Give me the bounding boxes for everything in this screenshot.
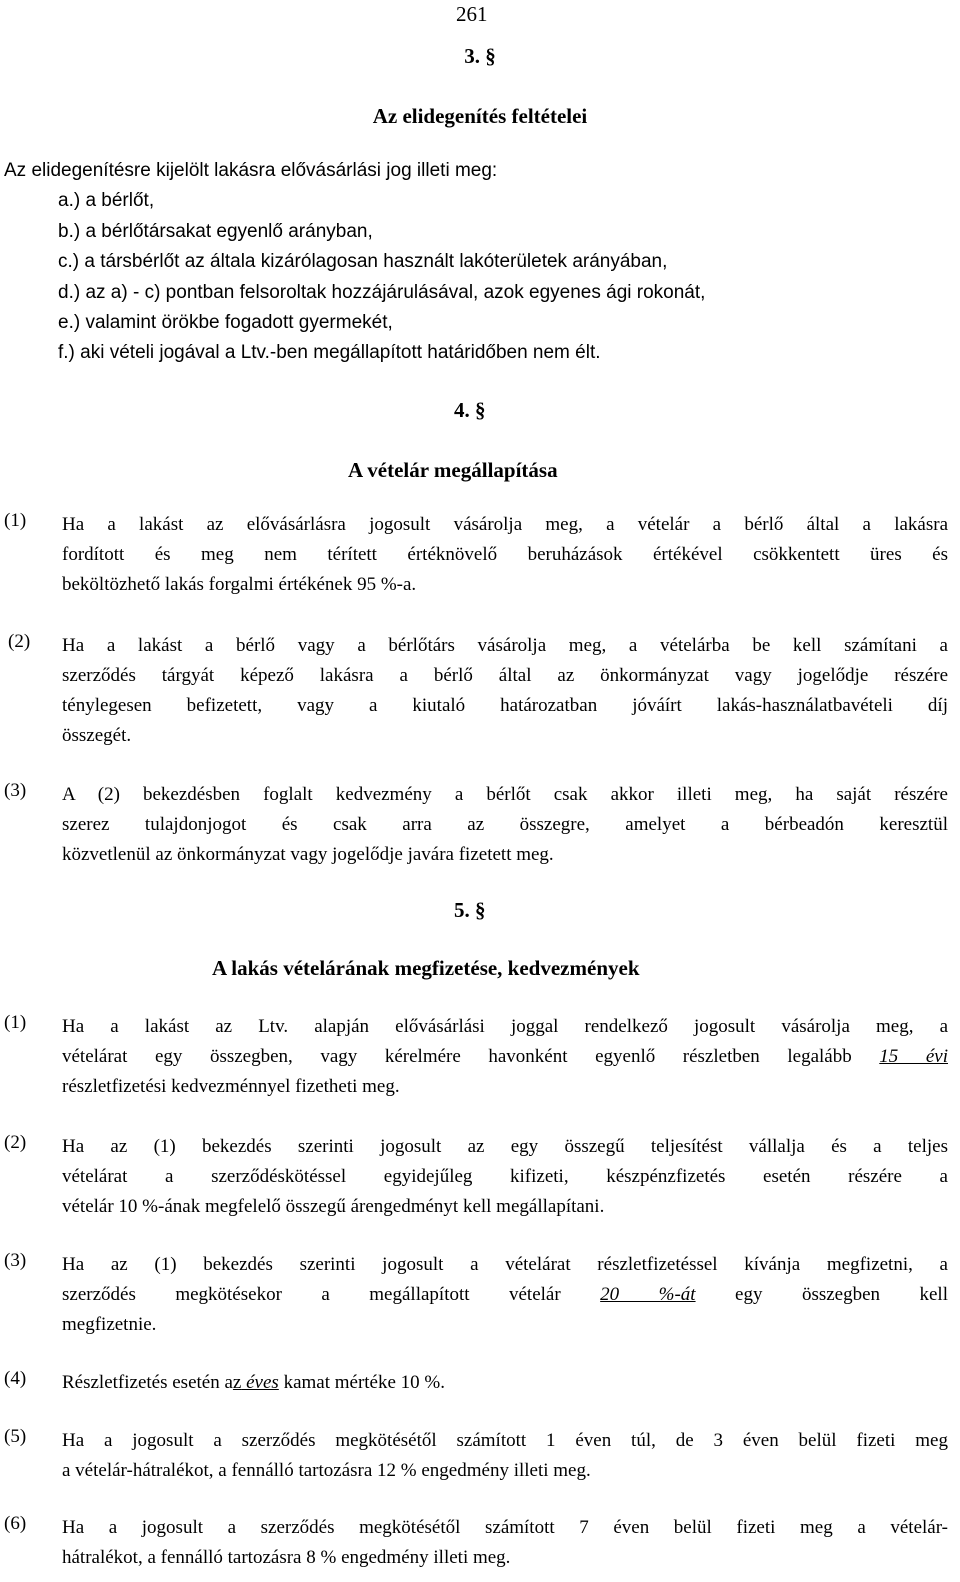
list-item: f.) aki vételi jogával a Ltv.-ben megállapított határidőben nem élt. bbox=[58, 342, 601, 363]
paragraph-line: összegét. bbox=[62, 725, 132, 746]
paragraph-line: beköltözhető lakás forgalmi értékének 95 %-a. bbox=[62, 574, 417, 595]
emphasis-text: 20 %-át bbox=[600, 1284, 696, 1305]
paragraph-line: Ha az (1) bekezdés szerinti jogosult az egy összegű teljesítést vállalja és a teljes bbox=[62, 1136, 948, 1157]
section-3-intro: Az elidegenítésre kijelölt lakásra elővásárlási jog illeti meg: bbox=[4, 160, 498, 181]
paragraph-line: közvetlenül az önkormányzat vagy jogelődje javára fizetett meg. bbox=[62, 844, 554, 865]
section-5-number: 5. § bbox=[454, 898, 486, 922]
paragraph-line: ténylegesen befizetett, vagy a kiutaló határozatban jóváírt lakás-használatbavételi díj bbox=[62, 695, 948, 716]
paragraph-line bbox=[62, 1042, 948, 1072]
section-5-title: A lakás vételárának megfizetése, kedvezmények bbox=[212, 956, 640, 980]
paragraph-line bbox=[62, 1368, 948, 1398]
paragraph-line: hátralékot, a fennálló tartozásra 8 % engedmény illeti meg. bbox=[62, 1547, 511, 1568]
paragraph-line: a vételár-hátralékot, a fennálló tartozásra 12 % engedmény illeti meg. bbox=[62, 1460, 591, 1481]
list-item: a.) a bérlőt, bbox=[58, 190, 155, 211]
section-4-number: 4. § bbox=[454, 398, 486, 422]
list-item: d.) az a) - c) pontban felsoroltak hozzájárulásával, azok egyenes ági rokonát, bbox=[58, 282, 706, 303]
emphasis-text: z bbox=[232, 1372, 242, 1393]
paragraph-text: vételárat egy összegben, vagy kérelmére havonként egyenlő részletben legalább bbox=[62, 1046, 880, 1067]
paragraph-number: (2) bbox=[4, 1132, 27, 1153]
paragraph-line: Ha a lakást az elővásárlásra jogosult vásárolja meg, a vételár a bérlő által a lakásra bbox=[62, 514, 948, 535]
emphasis-text bbox=[233, 1372, 279, 1393]
paragraph-number: (4) bbox=[4, 1368, 27, 1389]
paragraph-line: megfizetnie. bbox=[62, 1314, 157, 1335]
paragraph-number: (5) bbox=[4, 1426, 27, 1447]
paragraph-text: Részletfizetés esetén a bbox=[62, 1372, 233, 1393]
emphasis-text: éves bbox=[241, 1372, 279, 1393]
paragraph-line bbox=[62, 1280, 948, 1310]
paragraph-text: kamat mértéke 10 %. bbox=[278, 1372, 445, 1393]
paragraph-number: (3) bbox=[4, 1250, 27, 1271]
paragraph-number: (1) bbox=[4, 1012, 27, 1033]
paragraph-line: szerez tulajdonjogot és csak arra az összegre, amelyet a bérbeadón keresztül bbox=[62, 814, 948, 835]
paragraph-line: Ha a lakást az Ltv. alapján elővásárlási joggal rendelkező jogosult vásárolja meg, a bbox=[62, 1016, 948, 1037]
paragraph-number: (1) bbox=[4, 510, 27, 531]
paragraph-line: Ha az (1) bekezdés szerinti jogosult a vételárat részletfizetéssel kívánja megfizetni, a bbox=[62, 1254, 948, 1275]
paragraph-line: Ha a lakást a bérlő vagy a bérlőtárs vásárolja meg, a vételárba be kell számítani a bbox=[62, 635, 948, 656]
paragraph-number: (2) bbox=[8, 631, 31, 652]
section-3-title: Az elidegenítés feltételei bbox=[372, 104, 588, 128]
paragraph-number: (3) bbox=[4, 780, 27, 801]
paragraph-line: vételárat a szerződéskötéssel egyidejűleg kifizeti, készpénzfizetés esetén részére a bbox=[62, 1166, 948, 1187]
paragraph-line: vételár 10 %-ának megfelelő összegű árengedményt kell megállapítani. bbox=[62, 1196, 605, 1217]
section-3-number: 3. § bbox=[464, 44, 496, 68]
paragraph-line: fordított és meg nem térített értéknövelő beruházások értékével csökkentett üres és bbox=[62, 544, 948, 565]
paragraph-line: Ha a jogosult a szerződés megkötésétől számított 7 éven belül fizeti meg a vételár- bbox=[62, 1517, 948, 1538]
page-number: 261 bbox=[456, 2, 488, 26]
emphasis-text: 15 évi bbox=[879, 1046, 948, 1067]
list-item: c.) a társbérlőt az általa kizárólagosan használt lakóterületek arányában, bbox=[58, 251, 668, 272]
paragraph-text: egy összegben kell bbox=[695, 1284, 948, 1305]
paragraph-line: részletfizetési kedvezménnyel fizetheti meg. bbox=[62, 1076, 400, 1097]
paragraph-number: (6) bbox=[4, 1513, 27, 1534]
list-item: e.) valamint örökbe fogadott gyermekét, bbox=[58, 312, 393, 333]
paragraph-line: A (2) bekezdésben foglalt kedvezmény a bérlőt csak akkor illeti meg, ha saját részére bbox=[62, 784, 948, 805]
section-4-title: A vételár megállapítása bbox=[348, 458, 558, 482]
paragraph-line: szerződés tárgyát képező lakásra a bérlő által az önkormányzat vagy jogelődje részére bbox=[62, 665, 948, 686]
paragraph-line: Ha a jogosult a szerződés megkötésétől számított 1 éven túl, de 3 éven belül fizeti meg bbox=[62, 1430, 948, 1451]
paragraph-text: szerződés megkötésekor a megállapított vételár bbox=[62, 1284, 601, 1305]
list-item: b.) a bérlőtársakat egyenlő arányban, bbox=[58, 221, 373, 242]
